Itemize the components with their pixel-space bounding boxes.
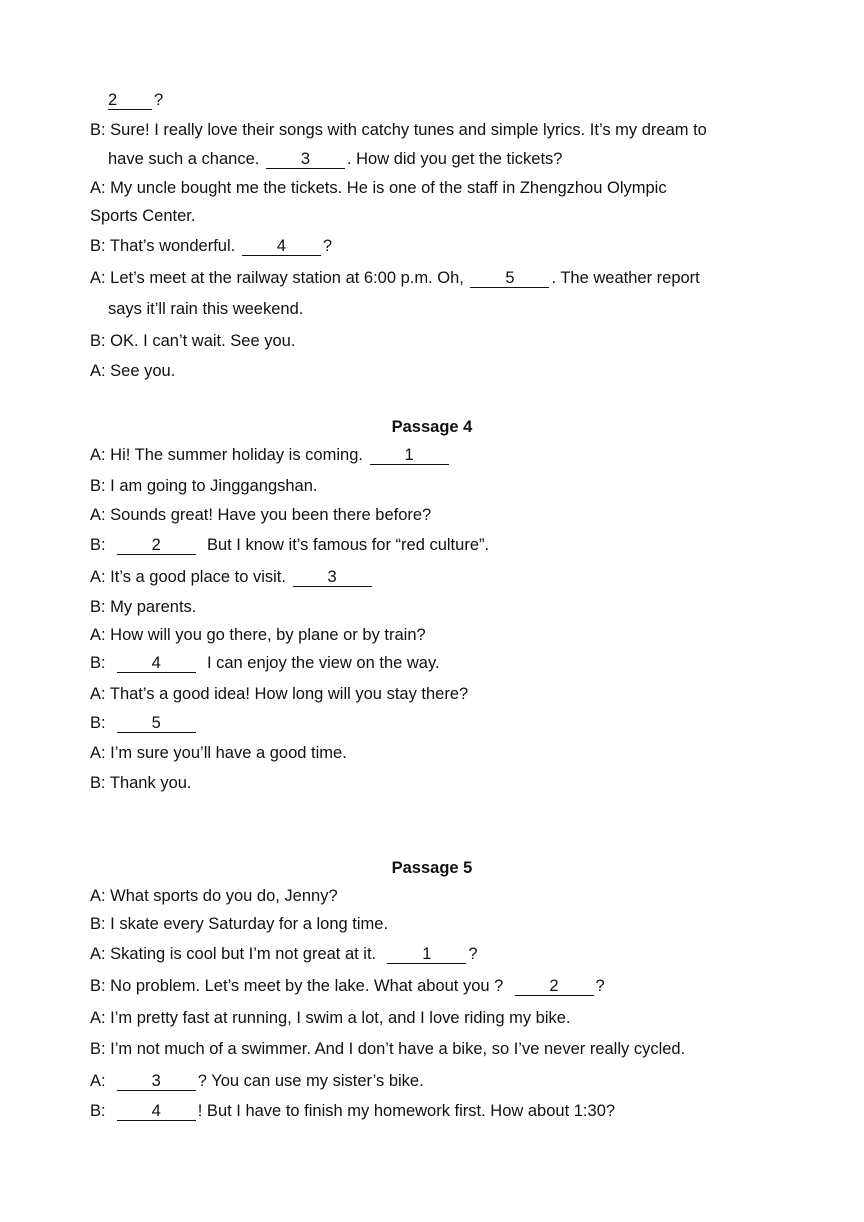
p4-line-12: B: Thank you. — [90, 774, 192, 792]
p5-line-2: B: I skate every Saturday for a long time. — [90, 915, 389, 933]
blank-4[interactable]: 4 — [117, 1102, 196, 1121]
p4-line-8: B: 4 I can enjoy the view on the way. — [90, 654, 440, 672]
p3-line-9: B: OK. I can’t wait. See you. — [90, 332, 296, 350]
p5-line-4: B: No problem. Let’s meet by the lake. What about you ? 2 ? — [90, 977, 605, 995]
p3-line-8: says it’ll rain this weekend. — [108, 300, 304, 318]
blank-3[interactable]: 3 — [266, 150, 345, 169]
p3-line-5: Sports Center. — [90, 207, 196, 225]
p4-line-1: A: Hi! The summer holiday is coming. 1 — [90, 445, 451, 465]
p3-line-6: B: That’s wonderful. 4 ? — [90, 237, 333, 255]
p4-line-6: B: My parents. — [90, 598, 197, 616]
p4-line-5: A: It’s a good place to visit. 3 — [90, 567, 374, 587]
p5-line-7: A: 3 ? You can use my sister’s bike. — [90, 1072, 424, 1090]
blank-4[interactable]: 4 — [117, 654, 196, 673]
p5-line-5: A: I’m pretty fast at running, I swim a lot, and I love riding my bike. — [90, 1009, 571, 1027]
p4-line-4: B: 2 But I know it’s famous for “red culture”. — [90, 536, 490, 554]
p4-line-3: A: Sounds great! Have you been there before? — [90, 506, 432, 524]
p4-line-9: A: That’s a good idea! How long will you stay there? — [90, 685, 469, 703]
p3-line-7: A: Let’s meet at the railway station at 6:00 p.m. Oh, 5 . The weather report — [90, 269, 700, 287]
passage-4-title: Passage 4 — [391, 418, 473, 436]
blank-1[interactable]: 1 — [370, 446, 449, 465]
p5-line-3: A: Skating is cool but I’m not great at it. 1 ? — [90, 945, 478, 963]
blank-1[interactable]: 1 — [387, 945, 466, 964]
p5-line-6: B: I’m not much of a swimmer. And I don’t have a bike, so I’ve never really cycled. — [90, 1040, 686, 1058]
blank-2[interactable]: 2 — [117, 536, 196, 555]
p4-line-10: B: 5 — [90, 713, 198, 733]
p4-line-2: B: I am going to Jinggangshan. — [90, 477, 318, 495]
blank-5[interactable]: 5 — [117, 714, 196, 733]
p3-line-3: have such a chance. 3 . How did you get the tickets? — [108, 150, 563, 168]
blank-3[interactable]: 3 — [117, 1072, 196, 1091]
p3-line-4: A: My uncle bought me the tickets. He is one of the staff in Zhengzhou Olympic — [90, 179, 667, 197]
blank-2[interactable]: 2 — [515, 977, 594, 996]
p4-line-7: A: How will you go there, by plane or by train? — [90, 626, 426, 644]
p3-line-10: A: See you. — [90, 362, 176, 380]
p5-line-8: B: 4 ! But I have to finish my homework first. How about 1:30? — [90, 1102, 616, 1120]
p4-line-11: A: I’m sure you’ll have a good time. — [90, 744, 347, 762]
p3-line-1: 2 ? — [108, 91, 164, 109]
blank-3[interactable]: 3 — [293, 568, 372, 587]
blank-2[interactable]: 2 — [108, 91, 152, 110]
passage-5-title: Passage 5 — [391, 859, 473, 877]
blank-5[interactable]: 5 — [470, 269, 549, 288]
blank-4[interactable]: 4 — [242, 237, 321, 256]
p5-line-1: A: What sports do you do, Jenny? — [90, 887, 338, 905]
p3-line-2: B: Sure! I really love their songs with catchy tunes and simple lyrics. It’s my dream to — [90, 121, 707, 139]
